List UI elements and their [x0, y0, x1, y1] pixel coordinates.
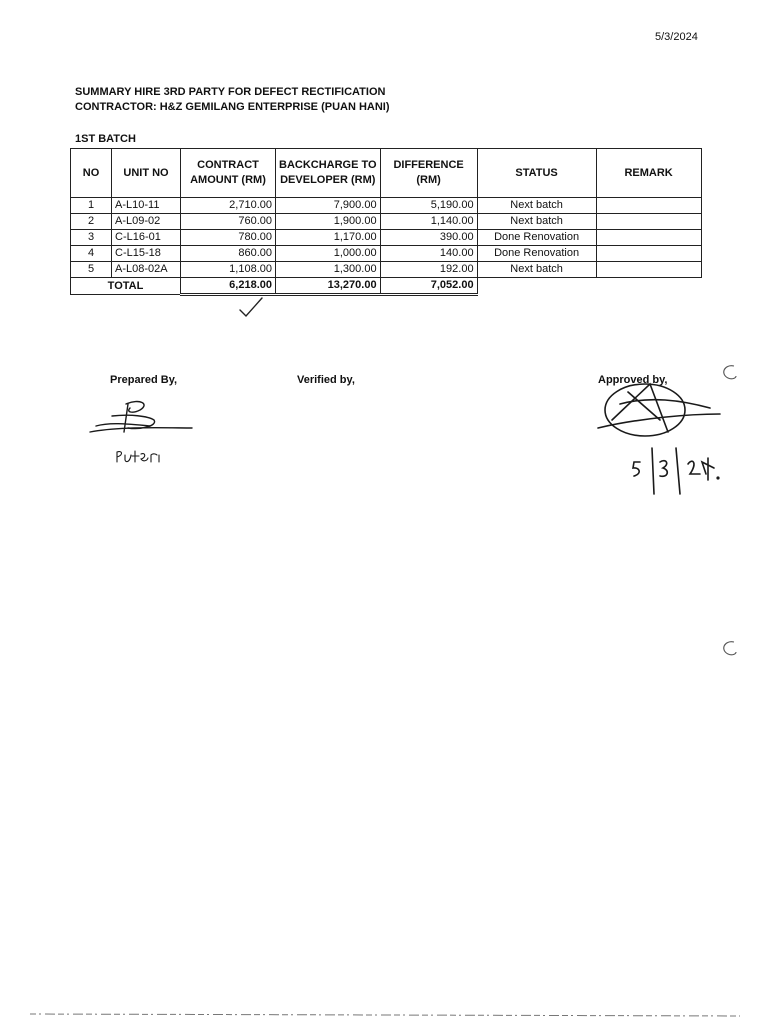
- cell-backcharge: 1,900.00: [276, 214, 381, 230]
- cell-no: 5: [71, 262, 112, 278]
- cell-contract: 860.00: [181, 246, 276, 262]
- header-backcharge-line2: DEVELOPER (RM): [280, 174, 376, 186]
- total-row: [71, 278, 702, 295]
- table-row: [71, 198, 702, 214]
- cell-backcharge: 1,300.00: [276, 262, 381, 278]
- cell-remark: [596, 246, 701, 262]
- cell-backcharge: 1,000.00: [276, 246, 381, 262]
- table-row: [71, 230, 702, 246]
- batch-label: 1ST BATCH: [75, 133, 136, 145]
- cell-remark: [596, 262, 701, 278]
- cell-backcharge: 1,170.00: [276, 230, 381, 246]
- cell-remark: [596, 214, 701, 230]
- total-blank: [596, 278, 701, 295]
- cell-difference: 5,190.00: [380, 198, 477, 214]
- cell-unit-no: A-L09-02: [112, 214, 181, 230]
- punch-hole-mark: [724, 642, 736, 655]
- cell-unit-no: C-L16-01: [112, 230, 181, 246]
- cell-difference: 1,140.00: [380, 214, 477, 230]
- prepared-name-writing: [117, 451, 159, 462]
- prepared-by-label: Prepared By,: [110, 374, 178, 386]
- header-status: STATUS: [477, 149, 596, 198]
- header-contract-amount-line1: CONTRACT: [197, 159, 259, 171]
- defect-summary-table: [70, 148, 702, 296]
- document-title: SUMMARY HIRE 3RD PARTY FOR DEFECT RECTIFICATION: [75, 86, 386, 98]
- table-row: [71, 214, 702, 230]
- header-difference: [380, 149, 477, 198]
- table-header-row: [71, 149, 702, 198]
- header-no: NO: [71, 149, 112, 198]
- approved-signature: [598, 384, 720, 436]
- approved-by-label: Approved by,: [598, 374, 668, 386]
- cell-contract: 2,710.00: [181, 198, 276, 214]
- cell-difference: 390.00: [380, 230, 477, 246]
- cell-contract: 760.00: [181, 214, 276, 230]
- cell-no: 2: [71, 214, 112, 230]
- total-backcharge: 13,270.00: [276, 278, 381, 295]
- table-row: [71, 262, 702, 278]
- cell-status: Done Renovation: [477, 230, 596, 246]
- header-backcharge: [276, 149, 381, 198]
- verified-by-label: Verified by,: [297, 374, 355, 386]
- header-unit-no: UNIT NO: [112, 149, 181, 198]
- total-contract: 6,218.00: [181, 278, 276, 295]
- cell-no: 3: [71, 230, 112, 246]
- cell-status: Next batch: [477, 262, 596, 278]
- cell-difference: 140.00: [380, 246, 477, 262]
- total-label: TOTAL: [71, 278, 181, 295]
- cell-difference: 192.00: [380, 262, 477, 278]
- total-difference: 7,052.00: [380, 278, 477, 295]
- cell-backcharge: 7,900.00: [276, 198, 381, 214]
- cell-status: Done Renovation: [477, 246, 596, 262]
- header-contract-amount: [181, 149, 276, 198]
- cell-contract: 780.00: [181, 230, 276, 246]
- total-blank: [477, 278, 596, 295]
- header-backcharge-line1: BACKCHARGE TO: [279, 159, 377, 171]
- header-remark: REMARK: [596, 149, 701, 198]
- document-date: 5/3/2024: [655, 31, 698, 43]
- cell-unit-no: A-L10-11: [112, 198, 181, 214]
- cell-contract: 1,108.00: [181, 262, 276, 278]
- header-contract-amount-line2: AMOUNT (RM): [190, 174, 266, 186]
- scan-noise-line: [30, 1014, 740, 1016]
- header-difference-line1: DIFFERENCE: [393, 159, 464, 171]
- punch-hole-mark: [724, 366, 736, 379]
- cell-status: Next batch: [477, 198, 596, 214]
- table-row: [71, 246, 702, 262]
- prepared-signature: [90, 402, 192, 432]
- cell-unit-no: C-L15-18: [112, 246, 181, 262]
- approved-date-writing: [633, 448, 719, 494]
- cell-remark: [596, 198, 701, 214]
- cell-remark: [596, 230, 701, 246]
- cell-no: 4: [71, 246, 112, 262]
- cell-status: Next batch: [477, 214, 596, 230]
- cell-no: 1: [71, 198, 112, 214]
- contractor-line: CONTRACTOR: H&Z GEMILANG ENTERPRISE (PUAN HANI): [75, 101, 390, 113]
- header-difference-line2: (RM): [416, 174, 441, 186]
- cell-unit-no: A-L08-02A: [112, 262, 181, 278]
- check-mark-icon: [240, 298, 262, 316]
